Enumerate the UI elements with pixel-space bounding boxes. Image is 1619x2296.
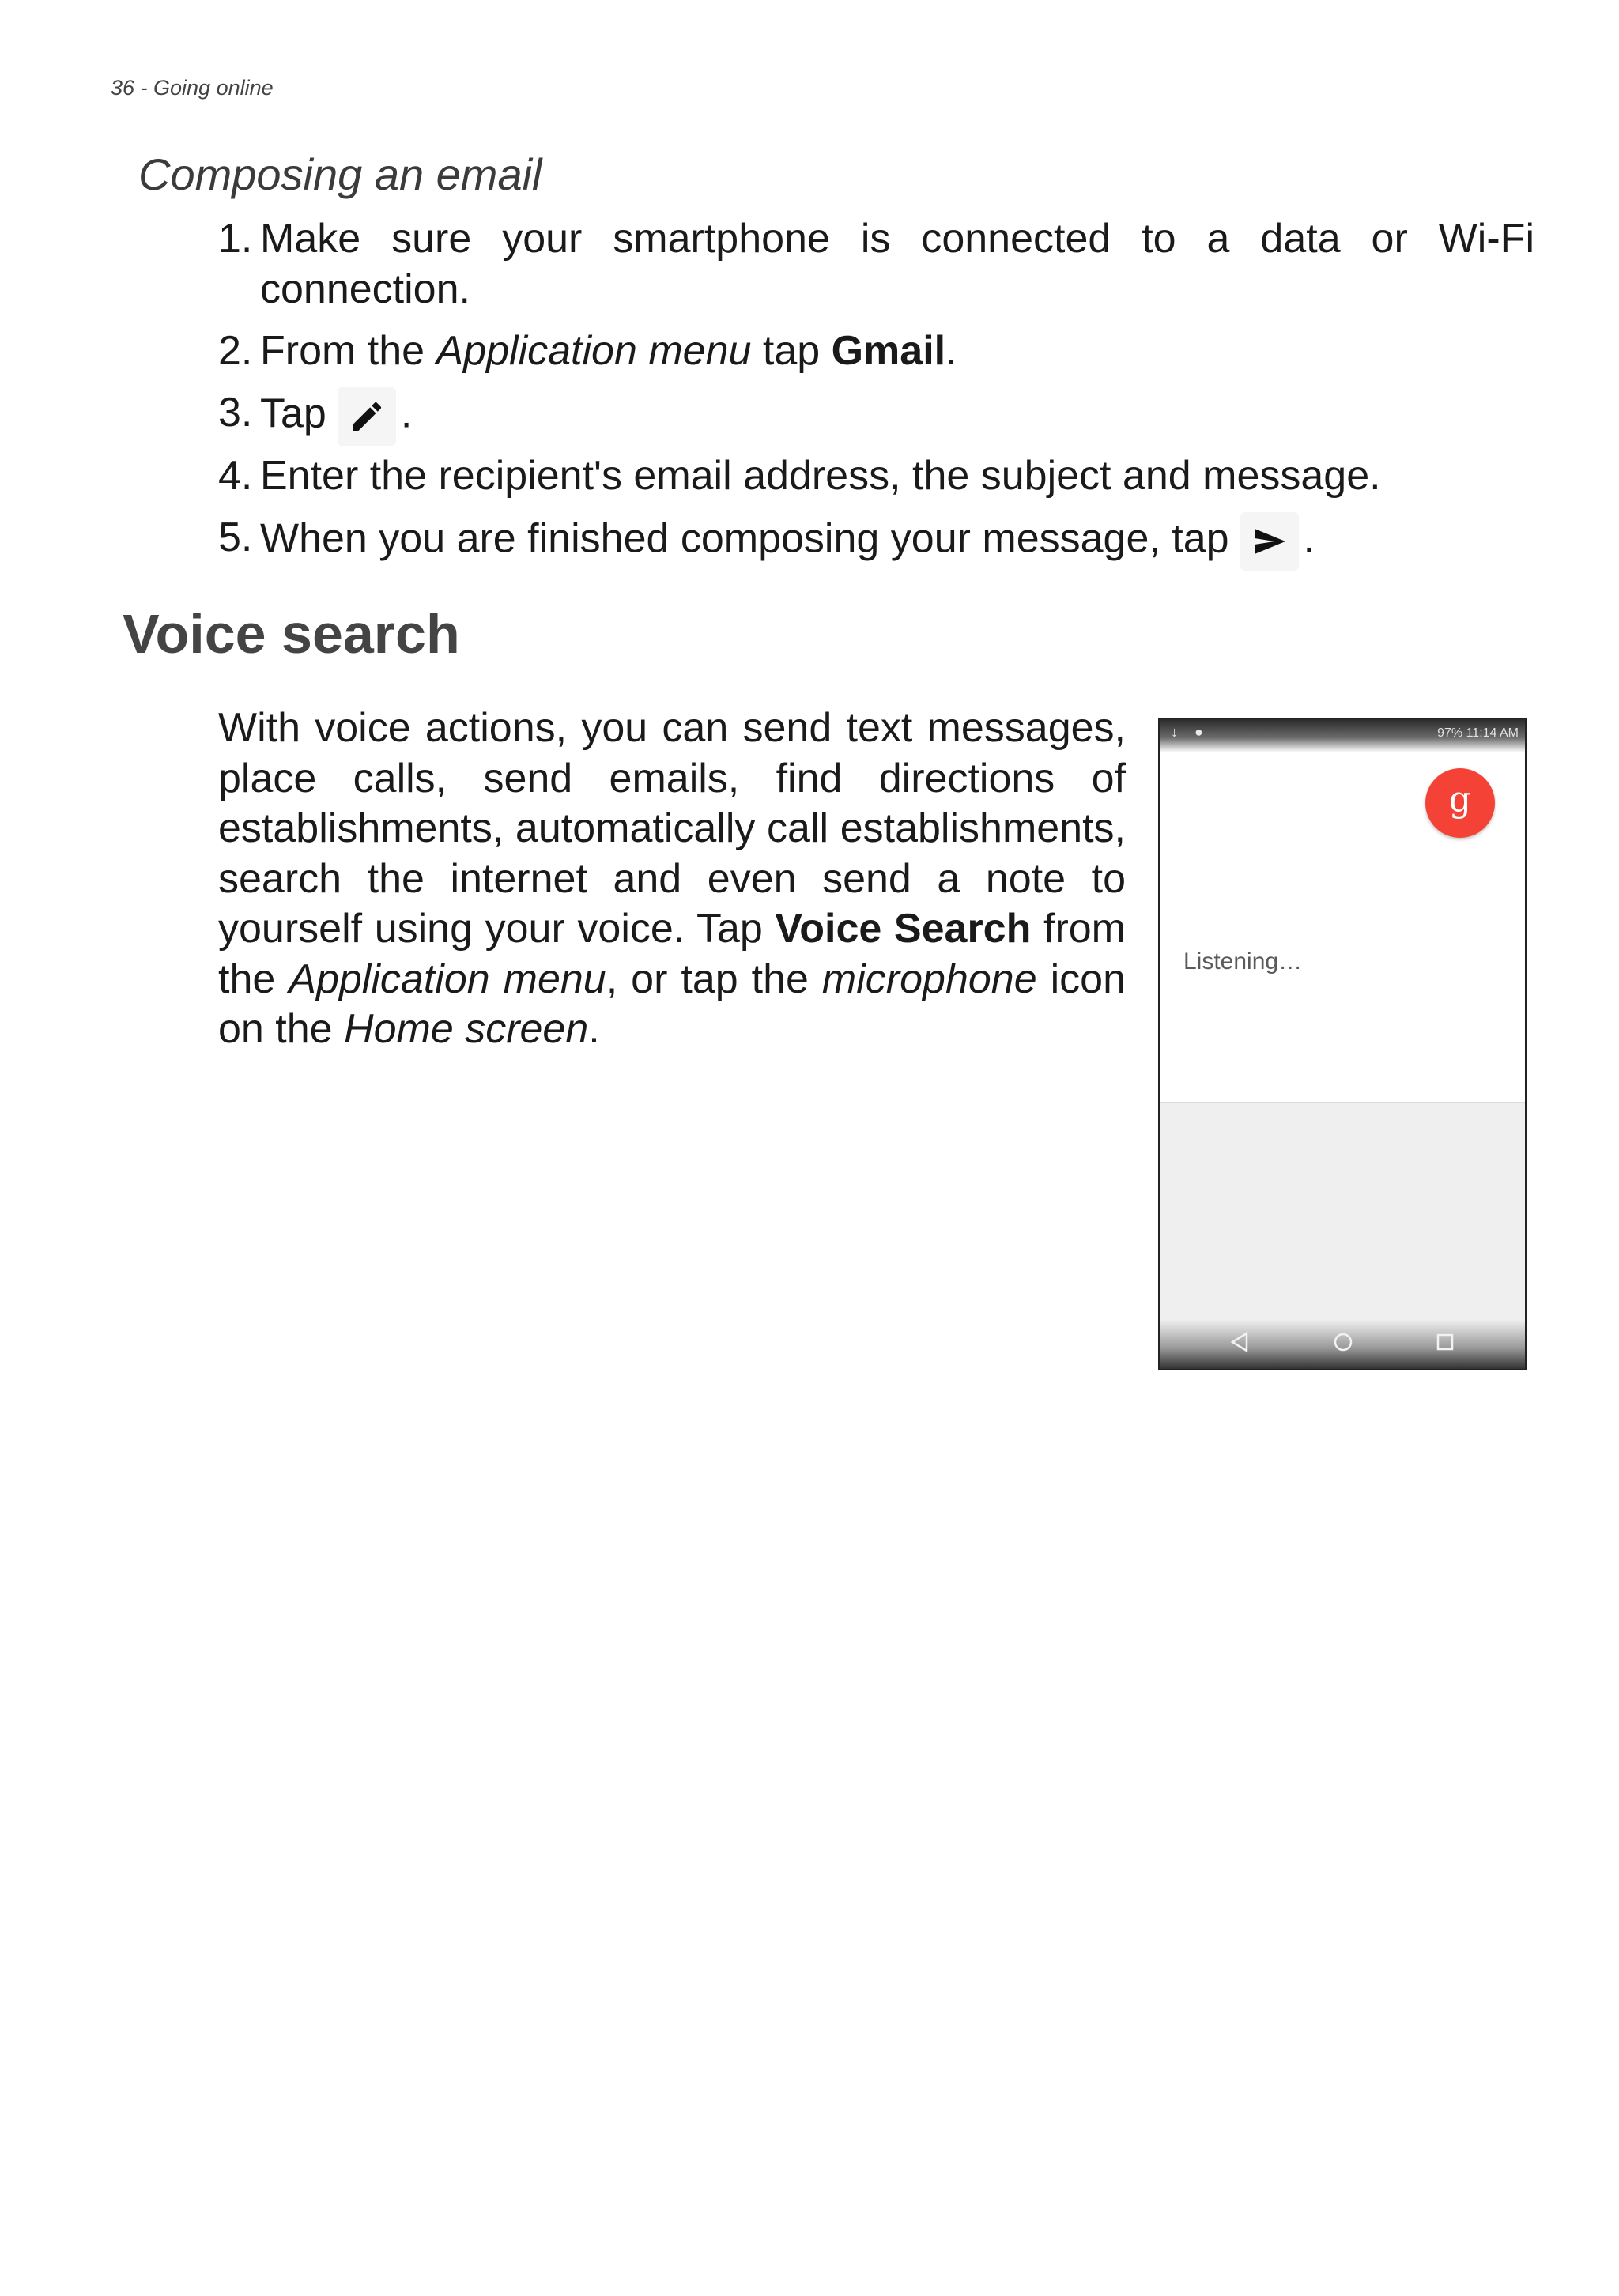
step-text: When you are finished composing your message, tap: [260, 515, 1229, 562]
step-text: .: [1303, 515, 1315, 562]
paragraph-text: , or tap the: [606, 956, 822, 1002]
subsection-title: Composing an email: [138, 149, 542, 199]
step-number: 2.: [218, 328, 253, 374]
step-number: 3.: [218, 390, 253, 435]
section-title: Voice search: [123, 603, 460, 665]
step-number: 1.: [218, 216, 253, 262]
back-icon[interactable]: [1229, 1331, 1250, 1353]
lower-panel: [1160, 1102, 1525, 1370]
step-text: tap: [751, 328, 832, 374]
microphone-ref: microphone: [821, 956, 1037, 1002]
step-text: Tap: [260, 390, 326, 437]
pencil-icon: [338, 387, 396, 446]
step-1: [218, 213, 1534, 315]
paragraph-text: With voice actions, you can send text messages, place calls, send emails, find directions of establishments, automatically call establishments, search the internet and even send a note to yourself using your voice. Tap: [218, 705, 1126, 952]
voice-search-ref: Voice Search: [775, 906, 1032, 952]
step-2: [218, 326, 1534, 376]
usb-icon: ↓: [1171, 724, 1178, 740]
listening-text: Listening…: [1183, 948, 1303, 975]
gmail-ref: Gmail: [831, 328, 946, 374]
paragraph-text: icon on the: [218, 956, 1127, 1052]
step-text: .: [945, 328, 957, 374]
paragraph-text: .: [588, 1006, 600, 1052]
application-menu-ref: Application menu: [436, 328, 752, 374]
google-mic-button[interactable]: g: [1425, 768, 1495, 838]
application-menu-ref: Application menu: [289, 956, 606, 1002]
status-indicators: 97% 11:14 AM: [1437, 726, 1519, 740]
home-icon[interactable]: [1332, 1331, 1354, 1353]
step-3: [218, 386, 1534, 446]
step-text: .: [400, 390, 413, 437]
notification-dot-icon: ●: [1194, 724, 1203, 740]
recent-apps-icon[interactable]: [1436, 1331, 1455, 1353]
step-text: Enter the recipient's email address, the subject and message.: [260, 453, 1381, 499]
step-4: [218, 451, 1534, 501]
voice-search-paragraph: [218, 703, 1126, 1055]
navigation-bar: [1160, 1320, 1525, 1370]
home-screen-ref: Home screen: [344, 1006, 589, 1052]
paragraph-text: from the: [218, 906, 1127, 1002]
send-icon: [1240, 512, 1299, 571]
page-header: 36 - Going online: [111, 76, 274, 100]
step-5: [218, 509, 1534, 571]
step-text: Make sure your smartphone is connected to a data or Wi-Fi connection.: [260, 216, 1534, 312]
step-text: From the: [260, 328, 436, 374]
step-number: 5.: [218, 515, 253, 560]
status-bar: [1160, 719, 1525, 752]
phone-screenshot: [1158, 718, 1527, 1370]
step-number: 4.: [218, 453, 253, 499]
